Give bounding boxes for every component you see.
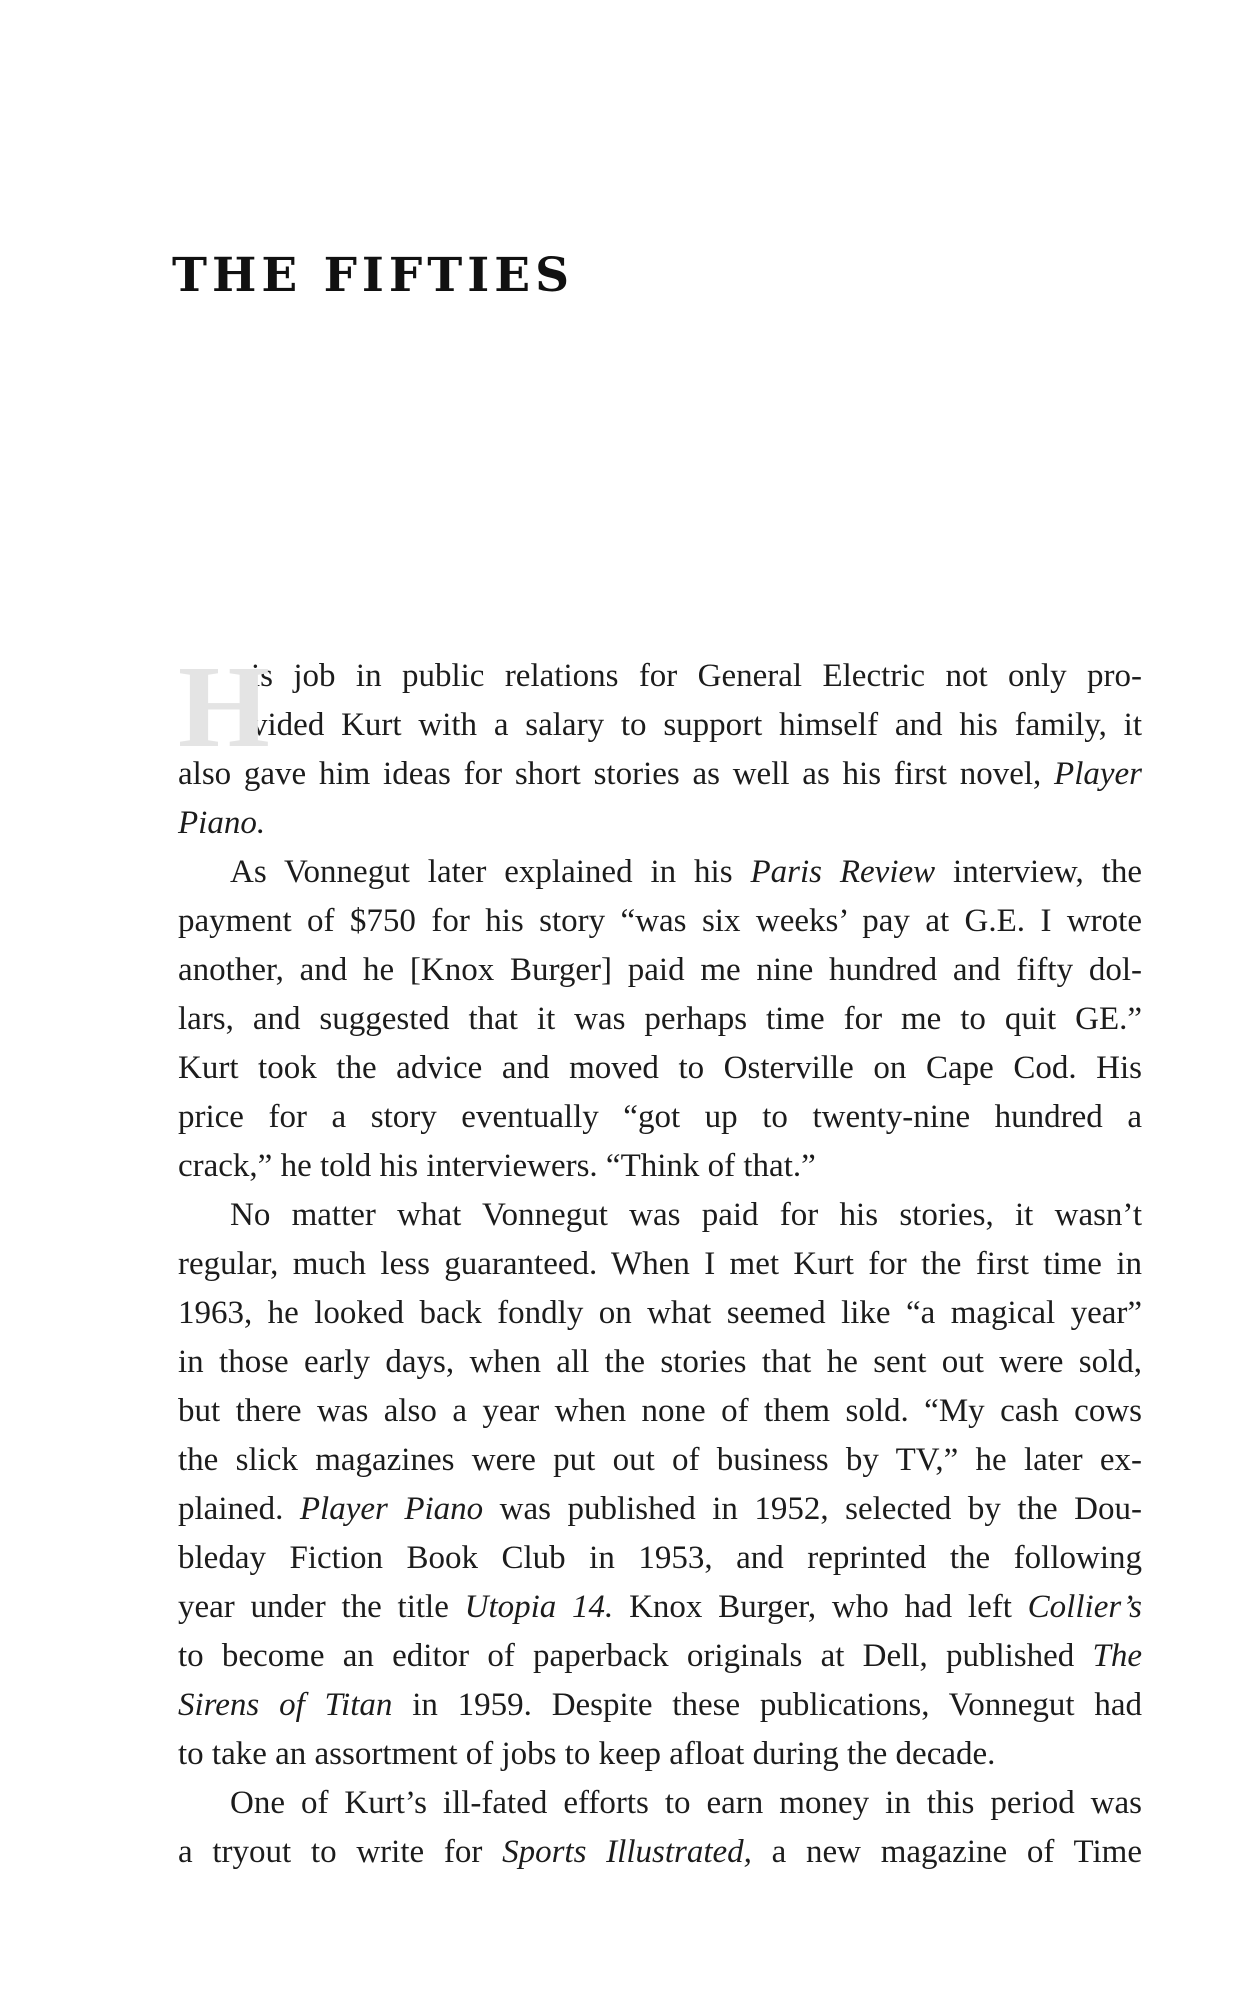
text-line: but there was also a year when none of them sold. “My cash cows [178,1393,1142,1429]
text-line: year under the title Utopia 14. Knox Burger, who had left Collier’s [178,1589,1142,1625]
text-line: to become an editor of paperback originals at Dell, published The [178,1638,1142,1674]
text-line: plained. Player Piano was published in 1952, selected by the Dou- [178,1491,1142,1527]
text-line: in those early days, when all the stories that he sent out were sold, [178,1344,1142,1380]
text-line: the slick magazines were put out of business by TV,” he later ex- [178,1442,1142,1478]
drop-cap: H [178,641,270,772]
text-line: regular, much less guaranteed. When I met Kurt for the first time in [178,1246,1142,1282]
text-line: another, and he [Knox Burger] paid me nine hundred and fifty dol- [178,952,1142,988]
text-line: a tryout to write for Sports Illustrated, a new magazine of Time [178,1834,1142,1870]
text-line: also gave him ideas for short stories as well as his first novel, Player [178,756,1142,792]
text-line: vided Kurt with a salary to support himself and his family, it [251,707,1142,743]
text-line: is job in public relations for General Electric not only pro- [251,658,1142,694]
text-line: to take an assortment of jobs to keep afloat during the decade. [178,1736,996,1772]
text-line: One of Kurt’s ill-fated efforts to earn money in this period was [230,1785,1142,1821]
text-line: bleday Fiction Book Club in 1953, and reprinted the following [178,1540,1142,1576]
text-line: payment of $750 for his story “was six weeks’ pay at G.E. I wrote [178,903,1142,939]
text-line: No matter what Vonnegut was paid for his stories, it wasn’t [230,1197,1142,1233]
text-line: Piano. [178,805,266,841]
text-line: price for a story eventually “got up to twenty-nine hundred a [178,1099,1142,1135]
body-text [178,641,1142,1877]
text-line: lars, and suggested that it was perhaps time for me to quit GE.” [178,1001,1142,1037]
text-line: 1963, he looked back fondly on what seemed like “a magical year” [178,1295,1142,1331]
text-line: As Vonnegut later explained in his Paris Review interview, the [230,854,1142,890]
text-line: Sirens of Titan in 1959. Despite these publications, Vonnegut had [178,1687,1142,1723]
chapter-title: THE FIFTIES [172,248,575,303]
text-line: Kurt took the advice and moved to Osterville on Cape Cod. His [178,1050,1142,1086]
text-line: crack,” he told his interviewers. “Think of that.” [178,1148,816,1184]
